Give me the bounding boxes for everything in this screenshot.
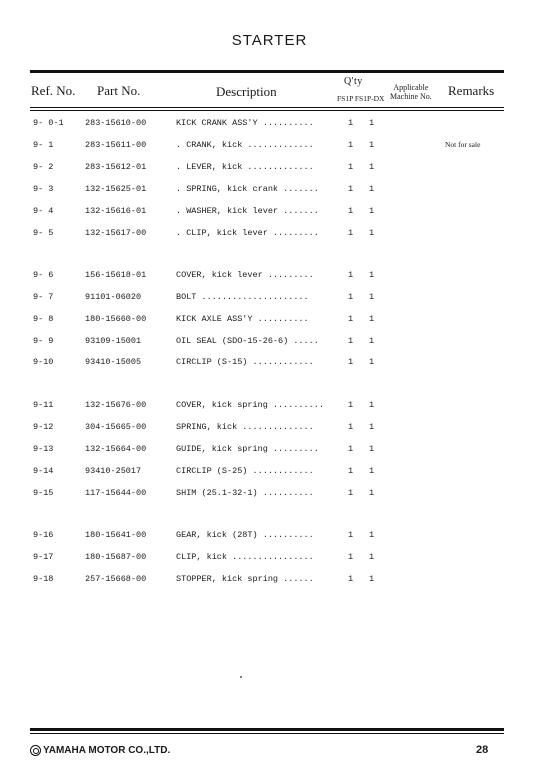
col-header-applicable-line1: Applicable xyxy=(393,83,429,92)
row-ref: 9-17 xyxy=(33,552,54,562)
row-qty-fs1p-dx: 1 xyxy=(369,422,375,432)
page-number: 28 xyxy=(476,744,489,756)
table-row xyxy=(0,336,539,350)
row-part-no: 132-15625-01 xyxy=(85,184,147,194)
row-part-no: 283-15610-00 xyxy=(85,118,147,128)
row-ref: 9- 4 xyxy=(33,206,54,216)
row-description: KICK AXLE ASS'Y .......... xyxy=(176,314,309,324)
row-part-no: 132-15617-00 xyxy=(85,228,147,238)
col-header-part: Part No. xyxy=(97,83,141,98)
row-description: SPRING, kick .............. xyxy=(176,422,314,432)
row-qty-fs1p-dx: 1 xyxy=(369,314,375,324)
row-part-no: 304-15665-00 xyxy=(85,422,147,432)
table-row xyxy=(0,228,539,242)
row-qty-fs1p-dx: 1 xyxy=(369,206,375,216)
header-bottom-rule xyxy=(30,107,504,108)
row-qty-fs1p: 1 xyxy=(348,357,354,367)
row-qty-fs1p: 1 xyxy=(348,574,354,584)
row-ref: 9-14 xyxy=(33,466,54,476)
row-ref: 9-11 xyxy=(33,400,54,410)
row-ref: 9-10 xyxy=(33,357,54,367)
table-row xyxy=(0,552,539,566)
header-top-rule xyxy=(30,70,504,73)
row-qty-fs1p-dx: 1 xyxy=(369,270,375,280)
row-description: CLIP, kick ................ xyxy=(176,552,314,562)
table-row xyxy=(0,574,539,588)
row-ref: 9- 1 xyxy=(33,140,54,150)
row-description: BOLT ..................... xyxy=(176,292,309,302)
row-qty-fs1p-dx: 1 xyxy=(369,162,375,172)
table-row xyxy=(0,140,539,154)
row-part-no: 132-15676-00 xyxy=(85,400,147,410)
row-qty-fs1p: 1 xyxy=(348,488,354,498)
row-qty-fs1p: 1 xyxy=(348,206,354,216)
row-qty-fs1p: 1 xyxy=(348,466,354,476)
row-description: . CRANK, kick ............. xyxy=(176,140,314,150)
footer-top-rule xyxy=(30,728,504,731)
row-qty-fs1p: 1 xyxy=(348,552,354,562)
row-description: COVER, kick lever ......... xyxy=(176,270,314,280)
row-part-no: 132-15616-01 xyxy=(85,206,147,216)
row-qty-fs1p: 1 xyxy=(348,228,354,238)
table-row xyxy=(0,357,539,371)
row-ref: 9- 9 xyxy=(33,336,54,346)
col-header-qty: Q'ty xyxy=(344,76,363,87)
table-row xyxy=(0,118,539,132)
company-logo xyxy=(30,745,170,756)
row-qty-fs1p-dx: 1 xyxy=(369,444,375,454)
col-header-applicable xyxy=(390,83,432,101)
tuning-fork-logo-icon xyxy=(30,745,41,756)
row-qty-fs1p-dx: 1 xyxy=(369,184,375,194)
row-qty-fs1p-dx: 1 xyxy=(369,228,375,238)
table-row xyxy=(0,184,539,198)
row-qty-fs1p: 1 xyxy=(348,336,354,346)
row-description: OIL SEAL (SDO-15-26-6) ..... xyxy=(176,336,319,346)
row-qty-fs1p-dx: 1 xyxy=(369,574,375,584)
row-ref: 9- 6 xyxy=(33,270,54,280)
row-description: . SPRING, kick crank ....... xyxy=(176,184,319,194)
row-qty-fs1p: 1 xyxy=(348,270,354,280)
row-ref: 9-12 xyxy=(33,422,54,432)
row-qty-fs1p-dx: 1 xyxy=(369,118,375,128)
row-ref: 9- 3 xyxy=(33,184,54,194)
row-ref: 9-13 xyxy=(33,444,54,454)
row-part-no: 180-15660-00 xyxy=(85,314,147,324)
row-part-no: 93410-25017 xyxy=(85,466,142,476)
row-part-no: 283-15612-01 xyxy=(85,162,147,172)
col-header-desc: Description xyxy=(216,84,277,99)
row-qty-fs1p-dx: 1 xyxy=(369,552,375,562)
company-name: YAMAHA MOTOR CO.,LTD. xyxy=(43,745,171,756)
table-row xyxy=(0,400,539,414)
footer-top-rule-2 xyxy=(30,733,504,734)
row-ref: 9- 0-1 xyxy=(33,118,64,128)
row-description: STOPPER, kick spring ...... xyxy=(176,574,314,584)
row-description: KICK CRANK ASS'Y .......... xyxy=(176,118,314,128)
row-description: . LEVER, kick ............. xyxy=(176,162,314,172)
row-part-no: 156-15618-01 xyxy=(85,270,147,280)
row-qty-fs1p: 1 xyxy=(348,140,354,150)
table-row xyxy=(0,206,539,220)
row-ref: 9- 8 xyxy=(33,314,54,324)
table-row xyxy=(0,162,539,176)
row-part-no: 257-15668-00 xyxy=(85,574,147,584)
table-row xyxy=(0,444,539,458)
row-part-no: 180-15641-00 xyxy=(85,530,147,540)
row-ref: 9-16 xyxy=(33,530,54,540)
row-part-no: 132-15664-00 xyxy=(85,444,147,454)
row-ref: 9- 5 xyxy=(33,228,54,238)
row-description: . CLIP, kick lever ......... xyxy=(176,228,319,238)
table-row xyxy=(0,466,539,480)
row-ref: 9- 2 xyxy=(33,162,54,172)
row-qty-fs1p: 1 xyxy=(348,292,354,302)
row-remarks: Not for sale xyxy=(445,140,481,149)
table-row xyxy=(0,270,539,284)
col-header-applicable-line2: Machine No. xyxy=(390,92,432,101)
row-qty-fs1p-dx: 1 xyxy=(369,336,375,346)
row-qty-fs1p-dx: 1 xyxy=(369,400,375,410)
row-ref: 9- 7 xyxy=(33,292,54,302)
row-description: . WASHER, kick lever ....... xyxy=(176,206,319,216)
col-header-remarks: Remarks xyxy=(448,83,495,98)
row-qty-fs1p: 1 xyxy=(348,118,354,128)
row-part-no: 117-15644-00 xyxy=(85,488,147,498)
row-part-no: 180-15687-00 xyxy=(85,552,147,562)
row-description: SHIM (25.1-32-1) .......... xyxy=(176,488,314,498)
row-description: COVER, kick spring .......... xyxy=(176,400,324,410)
row-part-no: 283-15611-00 xyxy=(85,140,147,150)
table-row xyxy=(0,292,539,306)
row-qty-fs1p-dx: 1 xyxy=(369,488,375,498)
row-ref: 9-18 xyxy=(33,574,54,584)
row-qty-fs1p: 1 xyxy=(348,422,354,432)
print-speck xyxy=(240,676,242,678)
row-qty-fs1p-dx: 1 xyxy=(369,530,375,540)
row-description: GUIDE, kick spring ......... xyxy=(176,444,319,454)
page-title: STARTER xyxy=(231,32,308,49)
row-qty-fs1p: 1 xyxy=(348,314,354,324)
row-part-no: 93109-15001 xyxy=(85,336,142,346)
row-qty-fs1p-dx: 1 xyxy=(369,292,375,302)
col-header-ref: Ref. No. xyxy=(31,83,76,98)
row-description: CIRCLIP (S-25) ............ xyxy=(176,466,314,476)
row-qty-fs1p: 1 xyxy=(348,400,354,410)
row-qty-fs1p: 1 xyxy=(348,184,354,194)
row-description: CIRCLIP (S-15) ............ xyxy=(176,357,314,367)
row-part-no: 93410-15005 xyxy=(85,357,142,367)
row-qty-fs1p: 1 xyxy=(348,444,354,454)
table-row xyxy=(0,488,539,502)
row-ref: 9-15 xyxy=(33,488,54,498)
table-row xyxy=(0,422,539,436)
table-row xyxy=(0,314,539,328)
row-description: GEAR, kick (28T) .......... xyxy=(176,530,314,540)
row-qty-fs1p: 1 xyxy=(348,530,354,540)
header-bottom-rule-2 xyxy=(30,110,504,111)
col-header-qty-models: FS1P FS1P-DX xyxy=(337,94,385,103)
row-qty-fs1p-dx: 1 xyxy=(369,140,375,150)
row-qty-fs1p-dx: 1 xyxy=(369,466,375,476)
row-qty-fs1p: 1 xyxy=(348,162,354,172)
row-part-no: 91101-06020 xyxy=(85,292,142,302)
table-row xyxy=(0,530,539,544)
row-qty-fs1p-dx: 1 xyxy=(369,357,375,367)
